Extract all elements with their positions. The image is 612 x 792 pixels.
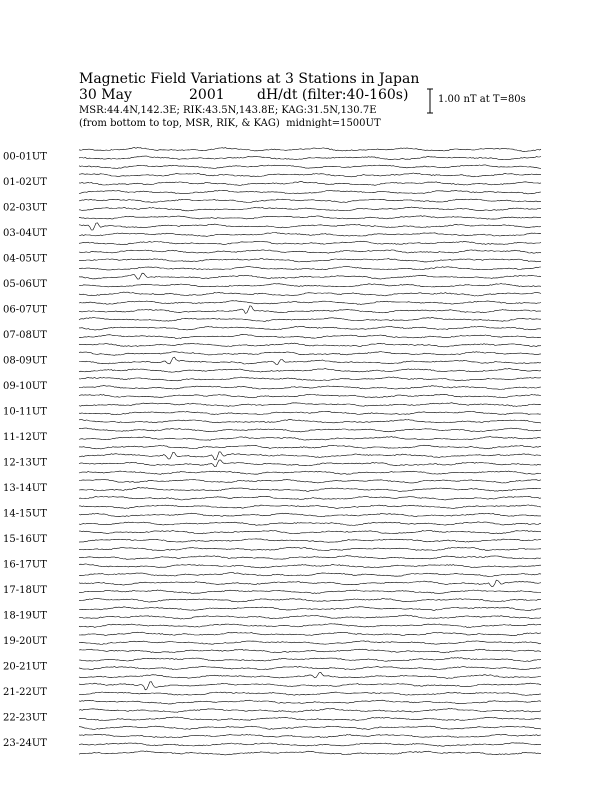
trace-msr-11-12UT bbox=[79, 428, 541, 432]
trace-msr-02-03UT bbox=[79, 199, 541, 202]
chart-title: Magnetic Field Variations at 3 Stations in Japan bbox=[79, 71, 420, 87]
trace-rik-09-10UT bbox=[79, 386, 541, 390]
trace-rik-12-13UT bbox=[79, 460, 541, 467]
trace-kag-05-06UT bbox=[79, 292, 541, 296]
hour-label: 16-17UT bbox=[3, 559, 47, 571]
hour-label: 02-03UT bbox=[3, 202, 47, 214]
trace-msr-03-04UT bbox=[79, 223, 541, 230]
trace-msr-19-20UT bbox=[79, 632, 541, 636]
hour-label: 06-07UT bbox=[3, 304, 47, 316]
hour-label: 19-20UT bbox=[3, 636, 47, 647]
trace-rik-20-21UT bbox=[79, 667, 541, 670]
hour-label: 08-09UT bbox=[3, 355, 47, 367]
trace-msr-17-18UT bbox=[79, 580, 541, 587]
trace-msr-21-22UT bbox=[79, 682, 541, 690]
trace-kag-19-20UT bbox=[79, 649, 541, 653]
trace-rik-14-15UT bbox=[79, 513, 541, 517]
scale-bar bbox=[427, 89, 433, 113]
trace-rik-23-24UT bbox=[79, 743, 541, 746]
hour-label: 11-12UT bbox=[3, 432, 47, 443]
trace-rik-01-02UT bbox=[79, 182, 541, 186]
trace-msr-12-13UT bbox=[79, 452, 541, 460]
hour-label: 14-15UT bbox=[3, 508, 47, 520]
trace-rik-19-20UT bbox=[79, 641, 541, 645]
hour-label: 01-02UT bbox=[3, 177, 47, 188]
trace-msr-06-07UT bbox=[79, 301, 541, 305]
stations-text: MSR:44.4N,142.3E; RIK:43.5N,143.8E; KAG:31.5N,130.7E bbox=[79, 105, 377, 116]
trace-kag-15-16UT bbox=[79, 547, 541, 550]
hour-label: 15-16UT bbox=[3, 534, 47, 545]
trace-kag-16-17UT bbox=[79, 573, 541, 577]
trace-msr-08-09UT bbox=[79, 352, 541, 356]
trace-rik-16-17UT bbox=[79, 564, 541, 568]
trace-rik-15-16UT bbox=[79, 539, 541, 543]
date-text: 30 May bbox=[79, 87, 132, 103]
trace-rik-08-09UT bbox=[79, 357, 541, 364]
trace-kag-20-21UT bbox=[79, 672, 541, 678]
trace-rik-22-23UT bbox=[79, 717, 541, 721]
trace-kag-04-05UT bbox=[79, 267, 541, 270]
trace-kag-23-24UT bbox=[79, 751, 541, 755]
trace-msr-23-24UT bbox=[79, 734, 541, 737]
trace-kag-01-02UT bbox=[79, 190, 541, 194]
trace-kag-02-03UT bbox=[79, 216, 541, 220]
trace-kag-09-10UT bbox=[79, 394, 541, 398]
hour-label: 04-05UT bbox=[3, 253, 47, 265]
trace-kag-07-08UT bbox=[79, 343, 541, 347]
midnight-text: midnight=1500UT bbox=[286, 118, 381, 129]
trace-msr-22-23UT bbox=[79, 709, 541, 713]
hour-label: 20-21UT bbox=[3, 661, 47, 673]
trace-msr-20-21UT bbox=[79, 658, 541, 662]
trace-kag-17-18UT bbox=[79, 599, 541, 603]
hour-label: 05-06UT bbox=[3, 279, 47, 290]
trace-kag-00-01UT bbox=[79, 165, 541, 169]
trace-rik-00-01UT bbox=[79, 156, 541, 160]
trace-rik-04-05UT bbox=[79, 259, 541, 262]
trace-rik-21-22UT bbox=[79, 692, 541, 696]
trace-kag-03-04UT bbox=[79, 241, 541, 245]
trace-rik-05-06UT bbox=[79, 284, 541, 288]
trace-kag-22-23UT bbox=[79, 726, 541, 729]
trace-msr-00-01UT bbox=[79, 148, 541, 152]
trace-msr-16-17UT bbox=[79, 556, 541, 560]
trace-msr-13-14UT bbox=[79, 479, 541, 483]
trace-rik-13-14UT bbox=[79, 488, 541, 492]
hour-label: 18-19UT bbox=[3, 610, 47, 622]
trace-kag-08-09UT bbox=[79, 369, 541, 373]
trace-msr-04-05UT bbox=[79, 250, 541, 253]
trace-rik-18-19UT bbox=[79, 615, 541, 619]
trace-msr-09-10UT bbox=[79, 377, 541, 381]
hour-label: 00-01UT bbox=[3, 151, 47, 163]
trace-kag-11-12UT bbox=[79, 445, 541, 449]
trace-msr-05-06UT bbox=[79, 273, 541, 279]
trace-kag-14-15UT bbox=[79, 522, 541, 526]
trace-msr-18-19UT bbox=[79, 607, 541, 611]
trace-kag-13-14UT bbox=[79, 496, 541, 500]
hour-label: 09-10UT bbox=[3, 381, 47, 392]
trace-rik-06-07UT bbox=[79, 306, 541, 314]
hour-label: 23-24UT bbox=[3, 738, 47, 749]
trace-rik-07-08UT bbox=[79, 335, 541, 339]
year-text: 2001 bbox=[189, 87, 225, 103]
trace-rik-02-03UT bbox=[79, 207, 541, 211]
trace-kag-10-11UT bbox=[79, 420, 541, 423]
trace-rik-03-04UT bbox=[79, 233, 541, 237]
trace-msr-14-15UT bbox=[79, 505, 541, 509]
hour-label: 10-11UT bbox=[3, 406, 47, 418]
hour-label: 22-23UT bbox=[3, 712, 47, 724]
trace-kag-18-19UT bbox=[79, 624, 541, 628]
quantity-text: dH/dt (filter:40-160s) bbox=[257, 87, 409, 103]
trace-msr-01-02UT bbox=[79, 173, 541, 177]
hour-label: 21-22UT bbox=[3, 687, 47, 698]
trace-rik-11-12UT bbox=[79, 437, 541, 441]
trace-kag-06-07UT bbox=[79, 318, 541, 322]
hour-label: 07-08UT bbox=[3, 330, 47, 341]
hour-label: 03-04UT bbox=[3, 228, 47, 239]
trace-rik-10-11UT bbox=[79, 411, 541, 414]
order-note-text: (from bottom to top, MSR, RIK, & KAG) bbox=[79, 118, 280, 129]
scale-label: 1.00 nT at T=80s bbox=[438, 94, 526, 105]
hour-label: 13-14UT bbox=[3, 483, 47, 494]
trace-msr-10-11UT bbox=[79, 403, 541, 407]
trace-kag-12-13UT bbox=[79, 471, 541, 474]
hour-label: 12-13UT bbox=[3, 457, 47, 469]
trace-kag-21-22UT bbox=[79, 700, 541, 704]
hour-label: 17-18UT bbox=[3, 585, 47, 596]
trace-rik-17-18UT bbox=[79, 590, 541, 594]
trace-msr-15-16UT bbox=[79, 530, 541, 533]
trace-msr-07-08UT bbox=[79, 326, 541, 330]
